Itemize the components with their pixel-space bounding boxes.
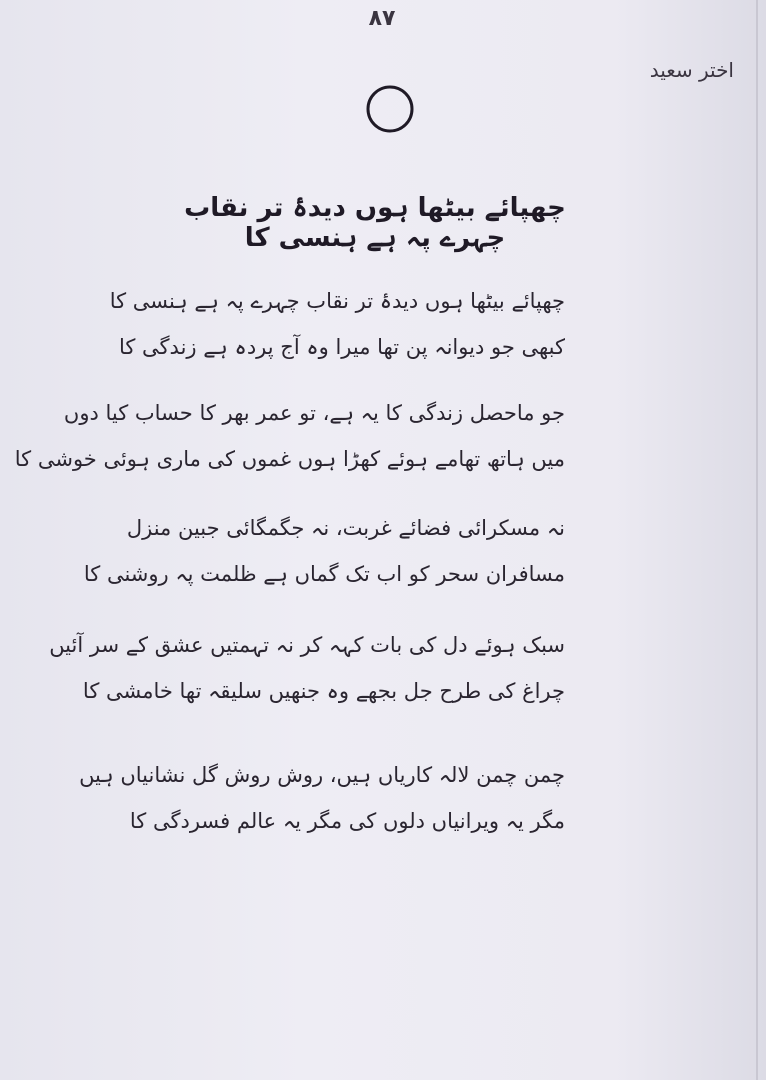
stanza bbox=[83, 505, 565, 597]
verse-line: نہ مسکرائی فضائے غربت، نہ جگمگائی جبین منزل bbox=[126, 516, 565, 540]
page-number: ۸۷ bbox=[368, 6, 396, 31]
verse-line: کبھی جو دیوانہ پن تھا میرا وہ آج پردہ ہے زندگی کا bbox=[118, 335, 565, 359]
verse-line: میں ہاتھ تھامے ہوئے کھڑا ہوں غموں کی ماری ہوئی خوشی کا bbox=[14, 447, 565, 471]
stanza bbox=[49, 622, 565, 714]
page-edge bbox=[756, 0, 758, 1080]
verse-line: سبک ہوئے دل کی بات کہہ کر نہ تہمتیں عشق کے سر آئیں bbox=[49, 633, 565, 657]
stanza bbox=[79, 752, 565, 844]
verse-line: چھپائے بیٹھا ہوں دیدۂ تر نقاب چہرے پہ ہے ہنسی کا bbox=[109, 289, 565, 313]
verse-line: چراغ کی طرح جل بجھے وہ جنھیں سلیقہ تھا خامشی کا bbox=[82, 679, 565, 703]
stanza bbox=[109, 278, 565, 370]
verse-line: چمن چمن لالہ کاریاں ہیں، روش روش گل نشانیاں ہیں bbox=[79, 763, 565, 787]
author-name: اختر سعید bbox=[649, 58, 734, 82]
stanza bbox=[14, 390, 565, 482]
verse-line: جو ماحصل زندگی کا یہ ہے، تو عمر بھر کا حساب کیا دوں bbox=[63, 401, 565, 425]
verse-line: مگر یہ ویرانیاں دلوں کی مگر یہ عالم فسردگی کا bbox=[129, 809, 565, 833]
poem-title: چھپائے بیٹھا ہوں دیدۂ تر نقاب چہرے پہ ہے ہنسی کا bbox=[184, 193, 566, 253]
circle-ornament-icon bbox=[366, 85, 414, 133]
verse-line: مسافران سحر کو اب تک گماں ہے ظلمت پہ روشنی کا bbox=[83, 562, 565, 586]
